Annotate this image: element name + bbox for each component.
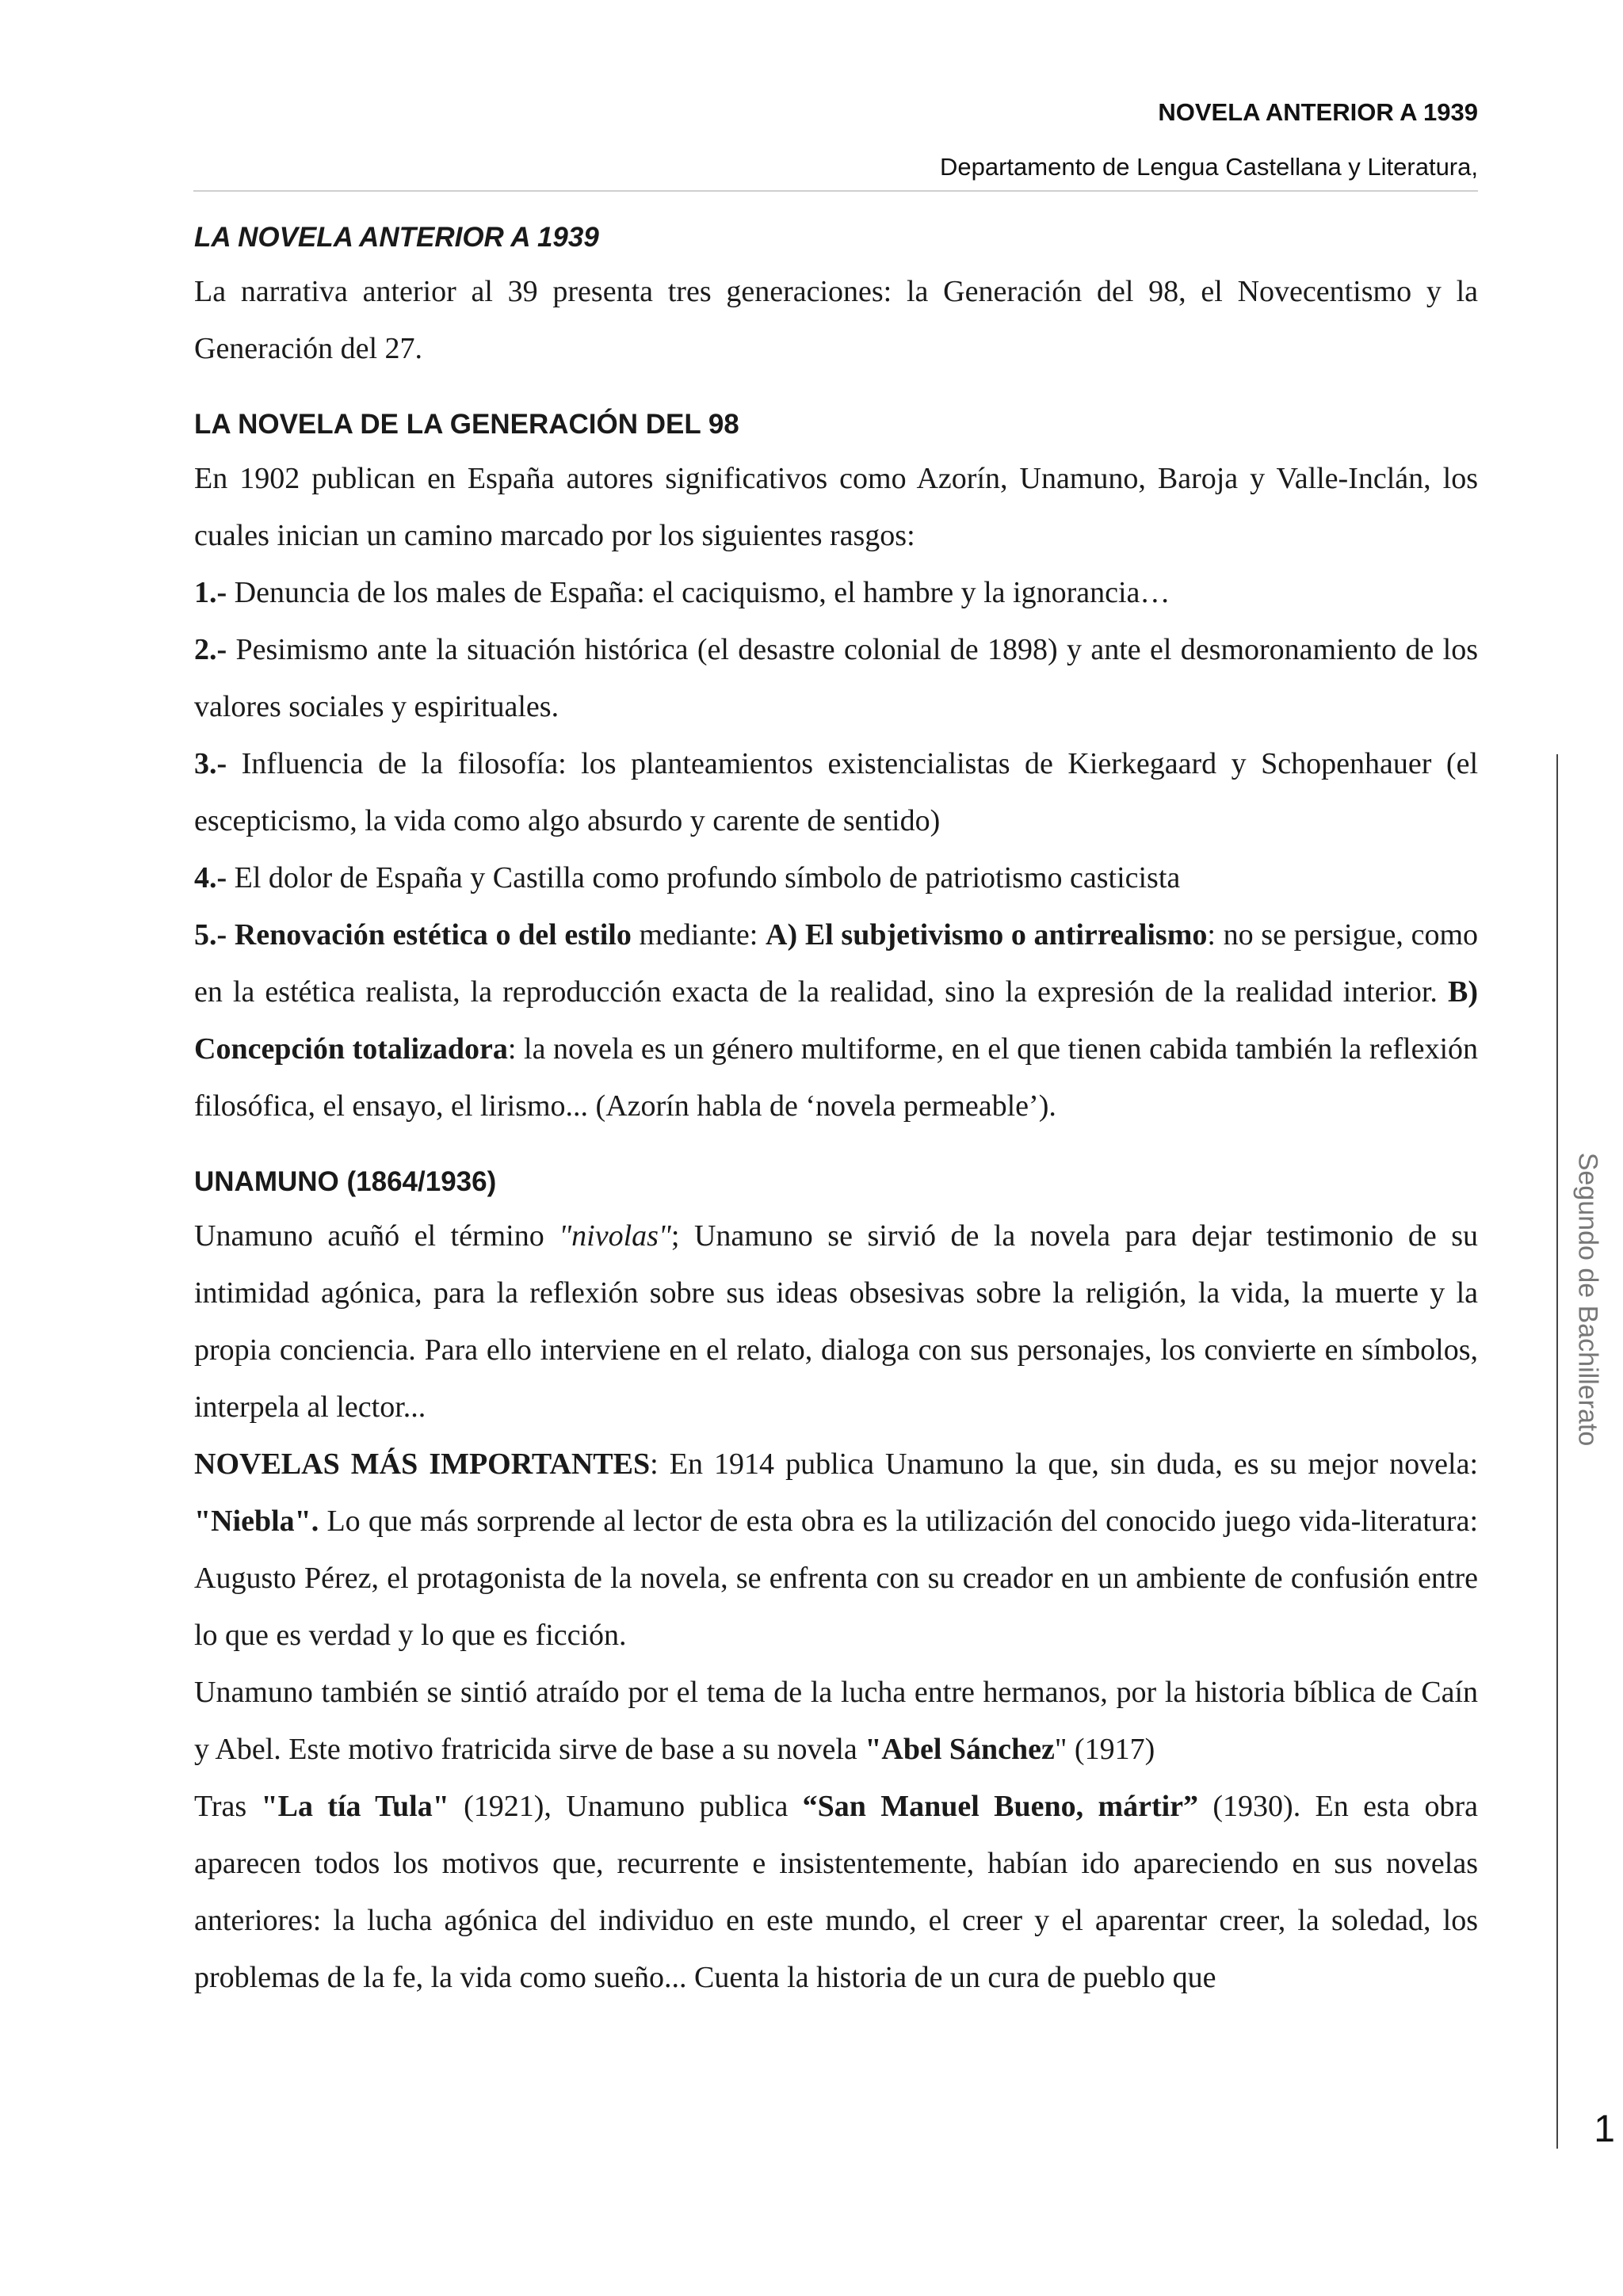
header-title: NOVELA ANTERIOR A 1939 bbox=[1158, 98, 1478, 126]
text: " (1917) bbox=[1054, 1733, 1155, 1766]
side-label: Segundo de Bachillerato bbox=[1572, 1152, 1603, 1447]
unamuno-paragraph-4 bbox=[194, 1778, 1478, 2006]
item-lead: 5.- Renovación estética o del estilo bbox=[194, 918, 632, 952]
side-divider bbox=[1556, 754, 1558, 2149]
list-item bbox=[194, 564, 1478, 621]
text: ; Unamuno se sirvió de la novela para dejar testimonio de su intimidad agónica, para la reflexión sobre sus ideas obsesivas sobre la religión, la vida, la muerte y la propia conciencia. Para ello interviene en el relato, dialoga con sus personajes, los convierte en símbolos, interpela al lector... bbox=[194, 1219, 1478, 1424]
bold-text: "Niebla". bbox=[194, 1505, 319, 1538]
page-number: 1 bbox=[1594, 2108, 1615, 2150]
item-text: : no se persigue, como en la estética realista, la reproducción exacta de la realidad, sino la expresión de la realidad interior. bbox=[194, 918, 1479, 1009]
header-department: Departamento de Lengua Castellana y Literatura, bbox=[940, 153, 1478, 181]
list-item bbox=[194, 906, 1478, 1135]
section-98-intro: En 1902 publican en España autores significativos como Azorín, Unamuno, Baroja y Valle-Inclán, los cuales inician un camino marcado por los siguientes rasgos: bbox=[194, 462, 1478, 552]
text: Tras bbox=[194, 1790, 262, 1823]
unamuno-paragraph-3 bbox=[194, 1664, 1478, 1778]
text: (1921), Unamuno publica bbox=[449, 1790, 803, 1823]
item-bold: B) Concepción totalizadora bbox=[194, 975, 1478, 1066]
item-number: 2.- bbox=[194, 633, 227, 666]
bold-text: "La tía Tula" bbox=[261, 1790, 449, 1823]
unamuno-paragraph-2 bbox=[194, 1436, 1478, 1664]
text: (1930). En esta obra aparecen todos los motivos que, recurrente e insistentemente, habían ido apareciendo en sus novelas anteriores: la lucha agónica del individuo en este mundo, el creer y el aparentar creer, la soledad, los problemas de la fe, la vida como sueño... Cuenta la historia de un cura de pueblo que bbox=[194, 1790, 1479, 1994]
bold-text: NOVELAS MÁS IMPORTANTES bbox=[194, 1447, 651, 1481]
list-item bbox=[194, 735, 1478, 849]
item-text: mediante: bbox=[631, 918, 766, 952]
text: Unamuno también se sintió atraído por el tema de la lucha entre hermanos, por la historia bíblica de Caín y Abel. Este motivo fratricida sirve de base a su novela bbox=[194, 1676, 1478, 1766]
text: Unamuno acuñó el término bbox=[194, 1219, 559, 1253]
item-text: Pesimismo ante la situación histórica (el desastre colonial de 1898) y ante el desmoronamiento de los valores sociales y espirituales. bbox=[194, 633, 1478, 723]
item-number: 1.- bbox=[194, 576, 227, 609]
intro-paragraph: La narrativa anterior al 39 presenta tres generaciones: la Generación del 98, el Novecentismo y la Generación del 27. bbox=[194, 275, 1478, 365]
bold-text: “San Manuel Bueno, mártir” bbox=[802, 1790, 1199, 1823]
emphasis: "nivolas" bbox=[559, 1219, 671, 1253]
text: Lo que más sorprende al lector de esta obra es la utilización del conocido juego vida-literatura: Augusto Pérez, el protagonista de la novela, se enfrenta con su creador en un ambiente de confusión entre lo que es verdad y lo que es ficción. bbox=[194, 1505, 1478, 1652]
item-text: : la novela es un género multiforme, en el que tienen cabida también la reflexión filosófica, el ensayo, el lirismo... (Azorín habla de ‘novela permeable’). bbox=[194, 1032, 1479, 1123]
section-98-heading: LA NOVELA DE LA GENERACIÓN DEL 98 bbox=[194, 409, 739, 440]
item-text: Denuncia de los males de España: el caciquismo, el hambre y la ignorancia… bbox=[227, 576, 1170, 609]
item-bold: A) El subjetivismo o antirrealismo bbox=[766, 918, 1208, 952]
text: : En 1914 publica Unamuno la que, sin duda, es su mejor novela: bbox=[650, 1447, 1478, 1481]
list-item bbox=[194, 849, 1478, 906]
item-number: 4.- bbox=[194, 861, 227, 894]
item-text: Influencia de la filosofía: los planteamientos existencialistas de Kierkegaard y Schopenhauer (el escepticismo, la vida como algo absurdo y carente de sentido) bbox=[194, 747, 1478, 837]
document-body bbox=[194, 222, 1478, 2006]
item-text: El dolor de España y Castilla como profundo símbolo de patriotismo casticista bbox=[227, 861, 1181, 894]
document-title: LA NOVELA ANTERIOR A 1939 bbox=[194, 222, 599, 253]
unamuno-paragraph-1 bbox=[194, 1207, 1478, 1436]
bold-text: "Abel Sánchez bbox=[865, 1733, 1055, 1766]
header-divider bbox=[193, 190, 1478, 192]
unamuno-heading: UNAMUNO (1864/1936) bbox=[194, 1166, 497, 1197]
item-number: 3.- bbox=[194, 747, 227, 780]
list-item bbox=[194, 621, 1478, 735]
